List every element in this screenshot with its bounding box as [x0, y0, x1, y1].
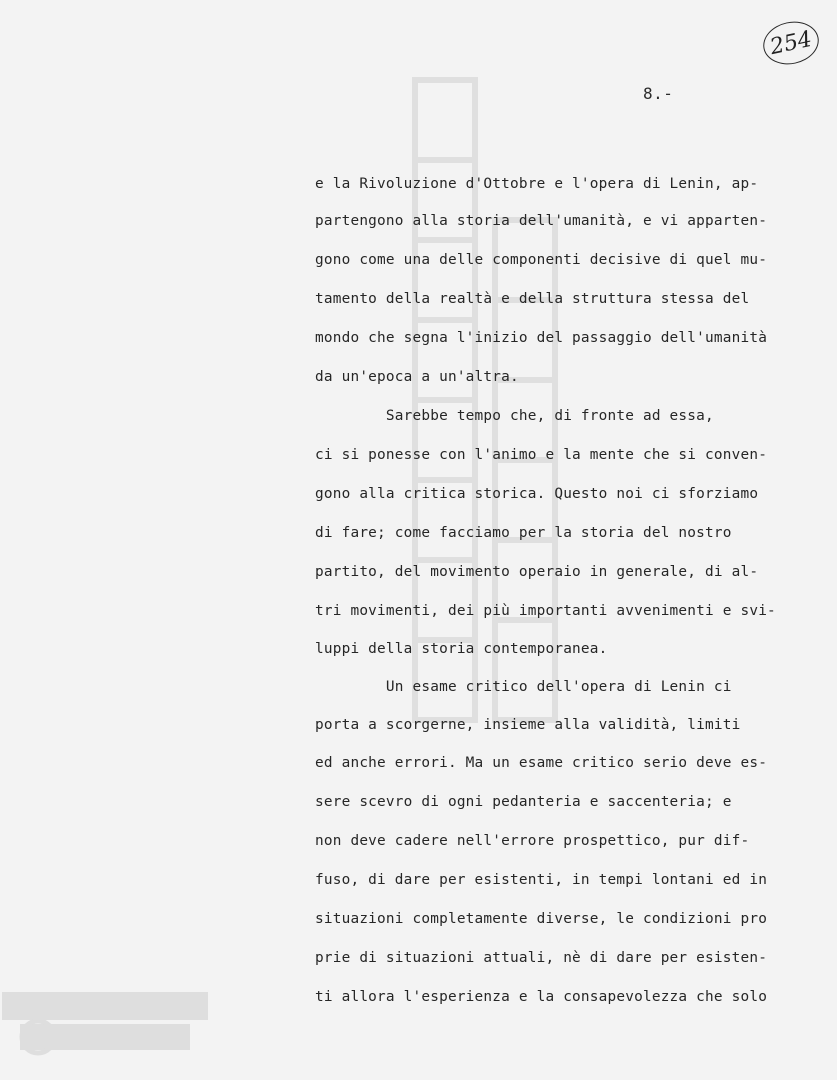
text-line: sere scevro di ogni pedanteria e saccenteria; e — [315, 794, 732, 810]
archive-watermark-graphic — [395, 70, 575, 730]
text-line: gono come una delle componenti decisive di quel mu- — [315, 252, 768, 268]
text-line: Sarebbe tempo che, di fronte ad essa, — [315, 408, 714, 424]
text-line: e la Rivoluzione d'Ottobre e l'opera di Lenin, ap- — [315, 176, 759, 192]
text-line: partengono alla storia dell'umanità, e vi apparten- — [315, 213, 768, 229]
text-line: ci si ponesse con l'animo e la mente che si conven- — [315, 447, 768, 463]
page-number: 8.- — [643, 84, 674, 103]
text-line: tamento della realtà e della struttura stessa del — [315, 291, 750, 307]
text-line: luppi della storia contemporanea. — [315, 641, 608, 657]
text-line: non deve cadere nell'errore prospettico, pur dif- — [315, 833, 750, 849]
text-line: porta a scorgerne, insieme alla validità, limiti — [315, 717, 741, 733]
text-line: fuso, di dare per esistenti, in tempi lontani ed in — [315, 872, 768, 888]
text-line: gono alla critica storica. Questo noi ci sforziamo — [315, 486, 759, 502]
text-line: prie di situazioni attuali, nè di dare per esisten- — [315, 950, 768, 966]
text-line: situazioni completamente diverse, le condizioni pro — [315, 911, 768, 927]
text-line: tri movimenti, dei più importanti avvenimenti e svi- — [315, 603, 776, 619]
text-line: mondo che segna l'inizio del passaggio dell'umanità — [315, 330, 768, 346]
text-line: ti allora l'esperienza e la consapevolezza che solo — [315, 989, 768, 1005]
text-line: Un esame critico dell'opera di Lenin ci — [315, 679, 732, 695]
text-line: ed anche errori. Ma un esame critico serio deve es- — [315, 755, 768, 771]
foundation-logo-watermark — [0, 990, 210, 1060]
text-line: partito, del movimento operaio in generale, di al- — [315, 564, 759, 580]
text-line: di fare; come facciamo per la storia del nostro — [315, 525, 732, 541]
archive-stamp-number: 254 — [759, 17, 823, 70]
text-line: da un'epoca a un'altra. — [315, 369, 519, 385]
